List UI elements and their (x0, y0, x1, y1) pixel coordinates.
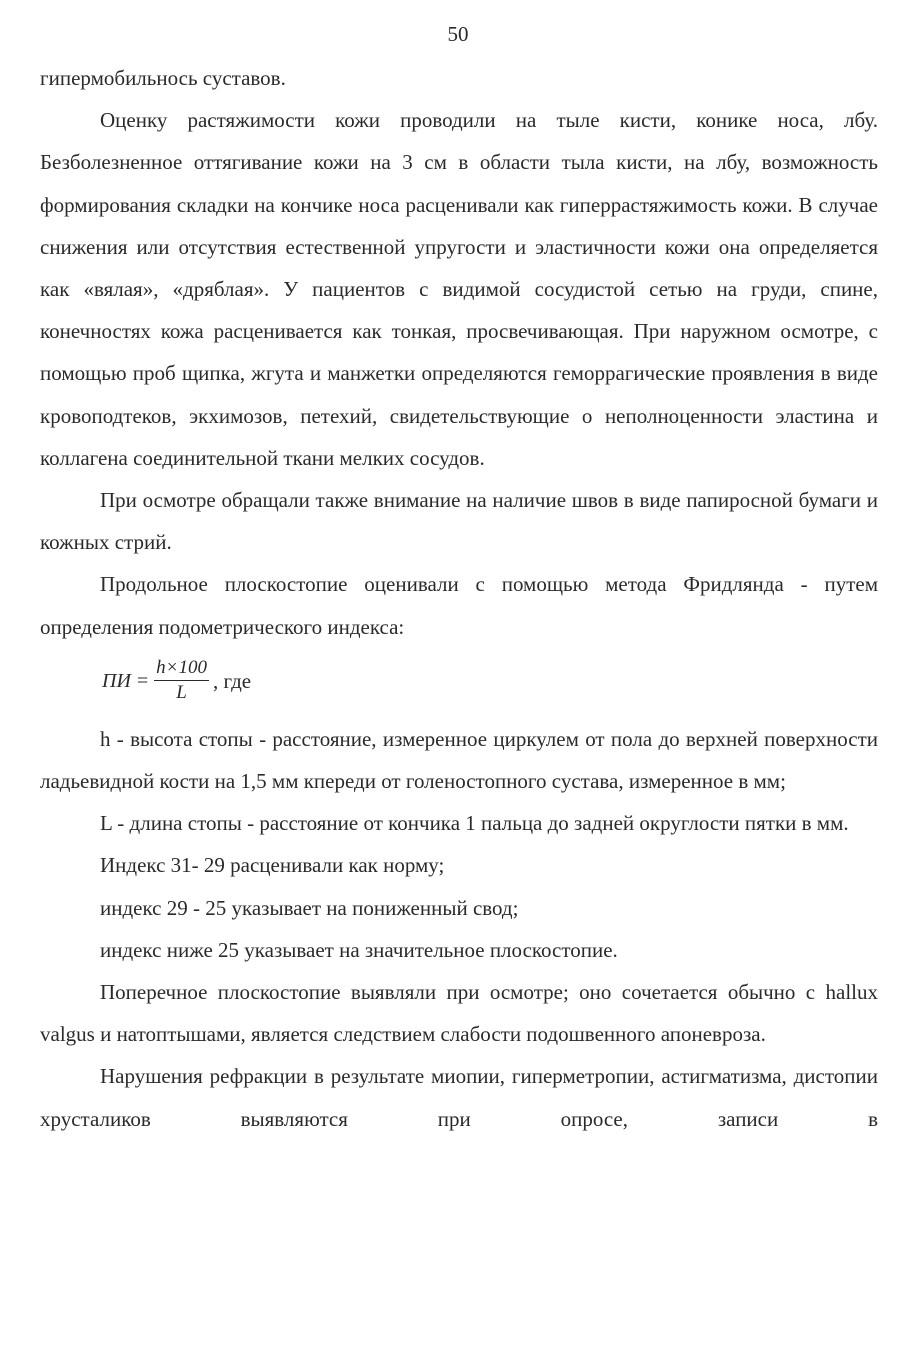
page-number: 50 (447, 22, 469, 46)
formula-fraction (154, 656, 209, 705)
paragraph-definition-l: L - длина стопы - расстояние от кончика 1 пальца до задней округлости пятки в мм. (100, 811, 849, 836)
paragraph-refraction: Нарушения рефракции в результате миопии, гиперметропии, астигматизма, дистопии хрусталиков выявляются при опросе, записи в (40, 1064, 878, 1131)
paragraph-index-lowered: индекс 29 - 25 указывает на пониженный свод; (100, 895, 519, 920)
formula-equals: = (136, 669, 149, 692)
paragraph-transverse-flatfoot: Поперечное плоскостопие выявляли при осмотре; оно сочетается обычно с hallux valgus и натоптышами, является следствием слабости подошвенного апоневроза. (40, 980, 878, 1047)
paragraph-flatfoot-method: Продольное плоскостопие оценивали с помощью метода Фридлянда - путем определения подометрического индекса: (40, 572, 878, 639)
formula-denominator: L (176, 682, 187, 704)
formula-lhs: ПИ (102, 669, 131, 692)
document-body (40, 57, 878, 1140)
paragraph-continuation: гипермобильнось суставов. (40, 66, 286, 90)
paragraph-definition-h: h - высота стопы - расстояние, измеренное циркулем от пола до верхней поверхности ладьевидной кости на 1,5 мм кпереди от голеностопного сустава, измеренное в мм; (40, 726, 878, 794)
formula-numerator: h×100 (156, 657, 207, 679)
podometric-index-formula (40, 646, 878, 716)
paragraph-skin-elasticity: Оценку растяжимости кожи проводили на тыле кисти, конике носа, лбу. Безболезненное оттягивание кожи на 3 см в области тыла кисти, на лбу, возможность формирования складки на кончике носа расценивали как гиперрастяжимость кожи. В случае снижения или отсутствия естественной упругости и эластичности кожи она определяется как «вялая», «дряблая». У пациентов с видимой сосудистой сетью на груди, спине, конечностях кожа расценивается как тонкая, просвечивающая. При наружном осмотре, с помощью проб щипка, жгута и манжетки определяются геморрагические проявления в виде кровоподтеков, экхимозов, петехий, свидетельствующие о неполноценности эластина и коллагена соединительной ткани мелких сосудов. (40, 108, 878, 470)
paragraph-index-significant: индекс ниже 25 указывает на значительное плоскостопие. (100, 937, 618, 962)
formula-tail: , где (213, 668, 252, 693)
paragraph-index-norm: Индекс 31- 29 расценивали как норму; (100, 853, 445, 878)
paragraph-striae: При осмотре обращали также внимание на наличие швов в виде папиросной бумаги и кожных стрий. (40, 488, 878, 555)
